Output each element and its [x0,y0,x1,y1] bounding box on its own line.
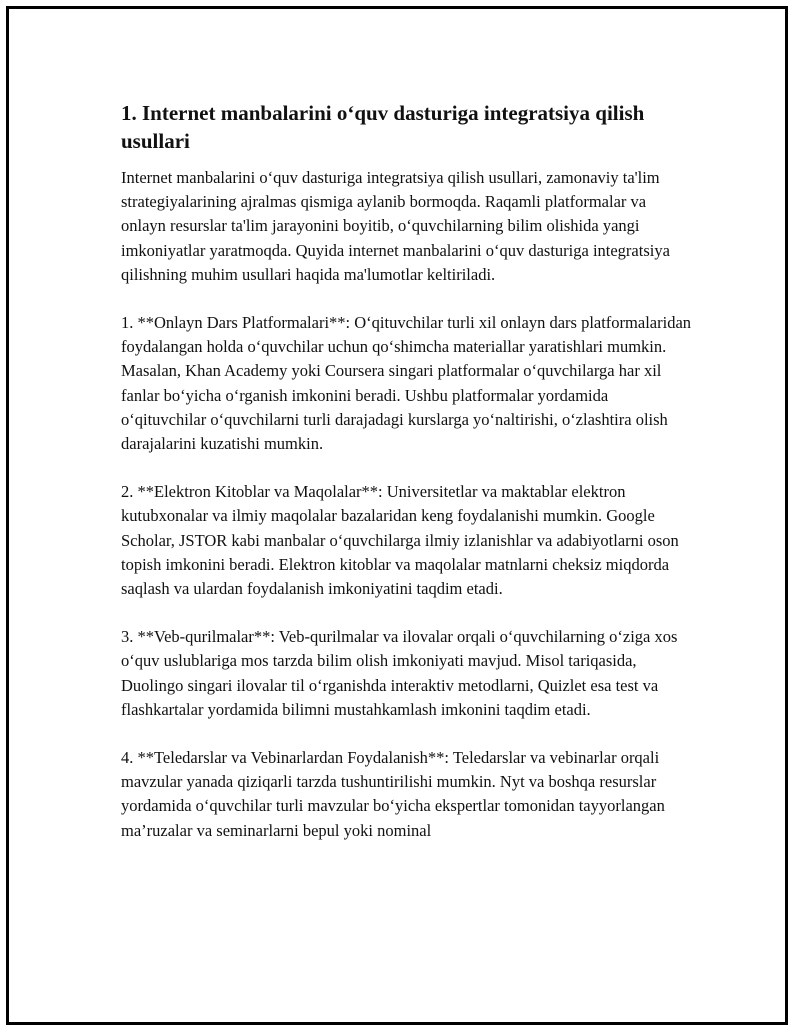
intro-paragraph: Internet manbalarini o‘quv dasturiga integratsiya qilish usullari, zamonaviy ta'lim strategiyalarining ajralmas qismiga aylanib bormoqda. Raqamli platformalar va onlayn resurslar ta'lim jarayonini boyitib, o‘quvchilarning bilim olishida yangi imkoniyatlar yaratmoqda. Quyida internet manbalarini o‘quv dasturiga integratsiya qilishning muhim usullari haqida ma'lumotlar keltiriladi. [121,168,670,284]
paragraph-electronic-books: 2. **Elektron Kitoblar va Maqolalar**: Universitetlar va maktablar elektron kutubxonalar va ilmiy maqolalar bazalaridan keng foydalanishi mumkin. Google Scholar, JSTOR kabi manbalar o‘quvchilarga ilmiy izlanishlar va adabiyotlarni oson topish imkonini beradi. Elektron kitoblar va maqolalar matnlarni cheksiz miqdorda saqlash va ulardan foydalanish imkoniyatini taqdim etadi. [121,482,679,599]
paragraph-online-platforms: 1. **Onlayn Dars Platformalari**: O‘qituvchilar turli xil onlayn dars platformalaridan foydalangan holda o‘quvchilar uchun qo‘shimcha materiallar yaratishlari mumkin. Masalan, Khan Academy yoki Coursera singari platformalar o‘quvchilarga har xil fanlar bo‘yicha o‘rganish imkonini beradi. Ushbu platformalar yordamida o‘qituvchilar o‘quvchilarni turli darajadagi kurslarga yo‘naltirishi, o‘zlashtira olish darajalarini kuzatishi mumkin. [121,313,692,454]
document-page [6,6,788,1025]
document-body [121,99,691,867]
paragraph-webinars: 4. **Teledarslar va Vebinarlardan Foydalanish**: Teledarslar va vebinarlar orqali mavzular yanada qiziqarli tarzda tushuntirilishi mumkin. Nyt va boshqa resurslar yordamida o‘quvchilar turli mavzular bo‘yicha ekspertlar tomonidan tayyorlangan ma’ruzalar va seminarlarni bepul yoki nominal [121,748,665,840]
section-heading: 1. Internet manbalarini o‘quv dasturiga integratsiya qilish usullari [121,101,645,153]
paragraph-web-tools: 3. **Veb-qurilmalar**: Veb-qurilmalar va ilovalar orqali o‘quvchilarning o‘ziga xos o‘quv uslublariga mos tarzda bilim olish imkoniyati mavjud. Misol tariqasida, Duolingo singari ilovalar til o‘rganishda interaktiv metodlarni, Quizlet esa test va flashkartalar yordamida bilimni mustahkamlash imkonini taqdim etadi. [121,627,678,719]
